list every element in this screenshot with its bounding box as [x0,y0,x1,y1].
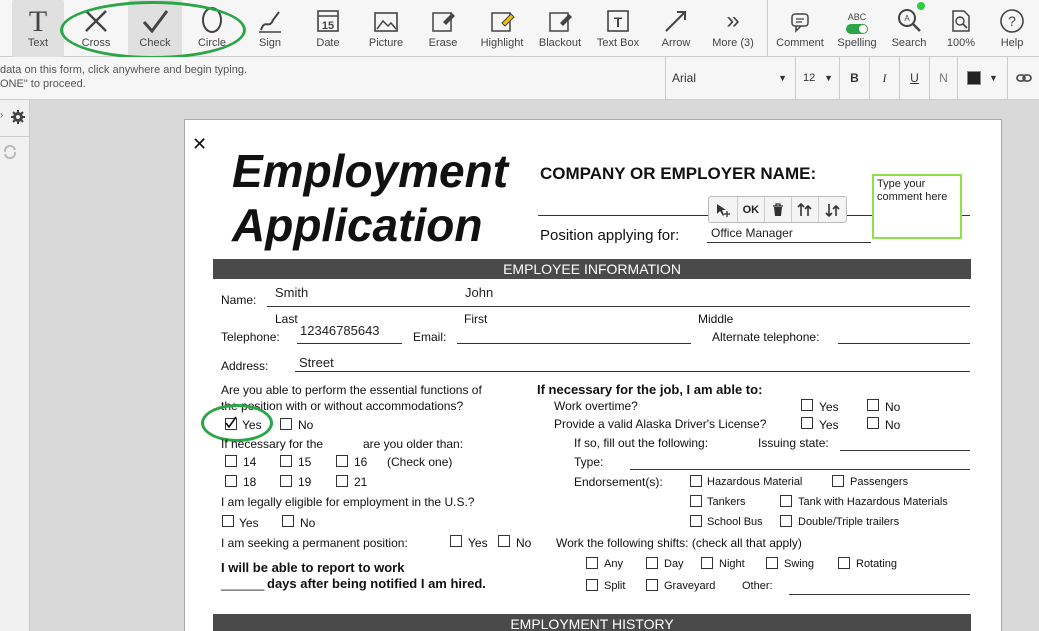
shift-graveyard-checkbox[interactable] [646,579,658,591]
shift-rotating-label: Rotating [856,558,897,570]
tool-spelling[interactable] [832,0,882,57]
tool-comment-label: Comment [776,37,824,49]
telephone-value[interactable]: 12346785643 [300,323,380,338]
picture-icon [372,0,400,34]
tool-highlight[interactable] [474,0,530,57]
other-label: Other: [742,580,773,592]
normal-button[interactable]: N [929,57,957,99]
annotation-ring-tools [60,1,246,59]
report-blank[interactable]: ______ [221,576,265,591]
type-line [630,469,970,470]
address-label: Address: [221,359,269,373]
tool-blackout-label: Blackout [538,37,582,49]
tool-erase[interactable] [420,0,466,57]
color-swatch [967,71,981,85]
left-rail [0,100,30,631]
main-toolbar [0,0,1039,57]
tool-arrow[interactable] [654,0,698,57]
overtime-no-label: No [885,400,901,414]
type-label: Type: [574,455,604,469]
sign-icon [257,0,283,34]
age-19-checkbox[interactable] [280,475,292,487]
tool-help[interactable] [992,0,1032,57]
shift-day-checkbox[interactable] [646,557,658,569]
comment-icon [789,0,811,34]
overtime-yes-checkbox[interactable] [801,399,813,411]
comment-box[interactable]: Type your comment here [872,174,962,239]
license-yes-checkbox[interactable] [801,417,813,429]
shift-split-checkbox[interactable] [586,579,598,591]
permanent-no-label: No [516,536,532,550]
issuing-state-line [840,450,970,451]
license-yes-label: Yes [819,418,839,432]
tool-picture-label: Picture [368,37,404,49]
tool-sign[interactable] [246,0,294,57]
italic-button[interactable]: I [869,57,899,99]
email-label: Email: [413,330,447,344]
permanent-no-checkbox[interactable] [498,535,510,547]
annotation-popup [708,196,847,223]
endorse-schoolbus-checkbox[interactable] [690,515,702,527]
tool-spelling-label: Spelling [837,37,877,49]
tool-picture[interactable] [360,0,412,57]
tool-help-label: Help [1000,37,1024,49]
tool-blackout[interactable] [534,0,586,57]
alt-phone-label: Alternate telephone: [712,330,820,344]
overtime-question: Work overtime? [554,399,638,413]
tool-zoom[interactable] [940,0,982,57]
company-label: COMPANY OR EMPLOYER NAME: [540,164,817,183]
form-title-line-2: Application [232,199,483,251]
svg-text:A: A [904,14,910,23]
endorsements-label: Endorsement(s): [574,475,663,489]
send-backward-icon[interactable] [818,197,846,222]
font-size-value: 12 [803,72,816,84]
link-button[interactable] [1007,57,1039,99]
tool-date-label: Date [316,37,340,49]
tool-highlight-label: Highlight [480,37,524,49]
gear-icon[interactable] [10,109,26,130]
status-dot [917,2,925,10]
eligible-yes-checkbox[interactable] [222,515,234,527]
chevron-down-icon: ▼ [824,73,833,83]
age-15-checkbox[interactable] [280,455,292,467]
name-label: Name: [221,293,257,307]
shifts-question: Work the following shifts: (check all that apply) [556,536,802,550]
license-no-checkbox[interactable] [867,417,879,429]
position-label: Position applying for: [540,227,680,244]
tool-search[interactable] [886,0,932,57]
endorse-tank-hazmat-checkbox[interactable] [780,495,792,507]
shift-split-label: Split [604,580,626,592]
telephone-line [297,343,402,344]
date-icon [315,0,341,34]
shift-rotating-checkbox[interactable] [838,557,850,569]
refresh-icon[interactable] [2,144,18,165]
position-value[interactable]: Office Manager [711,226,793,240]
shift-swing-checkbox[interactable] [766,557,778,569]
underline-button[interactable]: U [899,57,929,99]
age-19-label: 19 [298,475,312,489]
age-21-checkbox[interactable] [336,475,348,487]
blackout-icon [547,0,573,34]
endorse-hazmat-checkbox[interactable] [690,475,702,487]
font-size-select[interactable] [795,57,839,99]
other-line [789,594,970,595]
svg-text:15: 15 [321,20,335,32]
tool-circle-label: Circle [197,37,227,49]
arrow-icon [663,0,689,34]
essential-no-checkbox[interactable] [280,418,292,430]
hint-line-2: ONE" to proceed. [0,78,86,90]
tool-sign-label: Sign [258,37,282,49]
first-label: First [464,312,488,326]
tool-textbox-label: Text Box [596,37,640,49]
if-so-label: If so, fill out the following: [574,436,709,450]
endorse-tank-hazmat-label: Tank with Hazardous Materials [798,496,948,508]
permanent-yes-checkbox[interactable] [450,535,462,547]
age-16-label: 16 [354,455,368,469]
tool-check-label: Check [139,37,171,49]
address-line [295,371,970,372]
older-question-b: are you older than: [363,437,464,451]
endorse-tankers-label: Tankers [707,496,746,508]
tool-erase-label: Erase [428,37,458,49]
report-question-1: I will be able to report to work [221,560,405,575]
tool-textbox[interactable] [592,0,644,57]
endorse-trailers-label: Double/Triple trailers [798,516,900,528]
svg-text:T: T [613,14,623,30]
erase-icon [430,0,456,34]
shift-any-checkbox[interactable] [586,557,598,569]
section-employee-information: EMPLOYEE INFORMATION [213,259,971,279]
tool-date[interactable] [304,0,352,57]
search-icon [895,0,923,34]
chevron-right-icon[interactable]: › [0,110,4,121]
email-line [457,343,691,344]
first-name-value[interactable]: John [465,285,494,300]
tool-text-label: Text [27,37,49,49]
overtime-yes-label: Yes [819,400,839,414]
age-21-label: 21 [354,475,368,489]
overtime-no-checkbox[interactable] [867,399,879,411]
shift-day-label: Day [664,558,684,570]
last-name-value[interactable]: Smith [275,285,309,300]
age-16-checkbox[interactable] [336,455,348,467]
address-value[interactable]: Street [299,355,334,370]
eligible-no-checkbox[interactable] [282,515,294,527]
endorse-trailers-checkbox[interactable] [780,515,792,527]
essential-question-2: the position with or without accommodations? [221,399,464,413]
tool-zoom-label: 100% [946,37,976,49]
font-family-select[interactable] [665,57,795,99]
rail-divider [0,136,30,137]
shift-any-label: Any [604,558,623,570]
license-question: Provide a valid Alaska Driver's License? [554,417,767,431]
eligible-question: I am legally eligible for employment in the U.S.? [221,495,475,509]
font-family-value: Arial [672,71,697,85]
shift-swing-label: Swing [784,558,814,570]
bold-button[interactable]: B [839,57,869,99]
age-15-label: 15 [298,455,312,469]
ok-button[interactable]: OK [737,197,765,222]
permanent-yes-label: Yes [468,536,488,550]
bring-forward-icon[interactable] [791,197,819,222]
svg-text:T: T [28,6,48,34]
move-icon[interactable] [709,197,737,222]
hint-line-1: data on this form, click anywhere and begin typing. [0,64,248,76]
essential-yes-label: Yes [242,418,262,432]
tool-more-label: More (3) [712,37,754,49]
essential-no-label: No [298,418,314,432]
older-question-a: If necessary for the [221,437,324,451]
endorse-passengers-label: Passengers [850,476,909,488]
tool-text[interactable] [12,0,64,57]
shift-night-checkbox[interactable] [701,557,713,569]
license-no-label: No [885,418,901,432]
form-title-line-1: Employment [232,145,509,197]
endorse-passengers-checkbox[interactable] [832,475,844,487]
document-page[interactable] [184,119,1002,631]
tool-arrow-label: Arrow [661,37,691,49]
age-18-label: 18 [243,475,257,489]
svg-text:?: ? [1008,13,1016,29]
age-14-label: 14 [243,455,257,469]
spelling-icon: ABC [846,0,868,34]
eligible-yes-label: Yes [239,516,259,530]
permanent-question: I am seeking a permanent position: [221,536,408,550]
eligible-no-label: No [300,516,316,530]
endorse-hazmat-label: Hazardous Material [707,476,803,488]
highlight-icon [489,0,515,34]
textbox-icon [605,0,631,34]
tool-search-label: Search [891,37,927,49]
color-picker[interactable] [957,57,1007,99]
telephone-label: Telephone: [221,330,280,344]
name-line [267,306,970,307]
alt-phone-line [838,343,970,344]
chevron-down-icon: ▼ [778,73,787,83]
tool-more[interactable] [708,0,758,57]
format-bar [0,57,1039,100]
age-18-checkbox[interactable] [225,475,237,487]
shift-graveyard-label: Graveyard [664,580,716,592]
chevron-down-icon: ▼ [989,73,998,83]
endorse-schoolbus-label: School Bus [707,516,763,528]
trash-icon[interactable] [764,197,791,222]
close-icon[interactable]: ✕ [192,134,208,154]
essential-question-1: Are you able to perform the essential functions of [221,383,482,397]
help-icon [999,0,1025,34]
endorse-tankers-checkbox[interactable] [690,495,702,507]
text-icon [25,0,51,34]
age-14-checkbox[interactable] [225,455,237,467]
tool-cross-label: Cross [81,37,111,49]
tool-comment[interactable] [772,0,828,57]
check-one-label: (Check one) [387,455,453,469]
more-icon: » [726,7,740,34]
issuing-state-label: Issuing state: [758,436,829,450]
zoom-icon [949,0,973,34]
report-question-2: days after being notified I am hired. [267,576,486,591]
section-employment-history: EMPLOYMENT HISTORY [213,614,971,631]
toolbar-divider [767,0,768,57]
middle-label: Middle [698,312,734,326]
position-line [707,242,871,243]
job-heading: If necessary for the job, I am able to: [537,382,763,397]
link-icon [1016,73,1032,83]
last-label: Last [275,312,298,326]
shift-night-label: Night [719,558,745,570]
